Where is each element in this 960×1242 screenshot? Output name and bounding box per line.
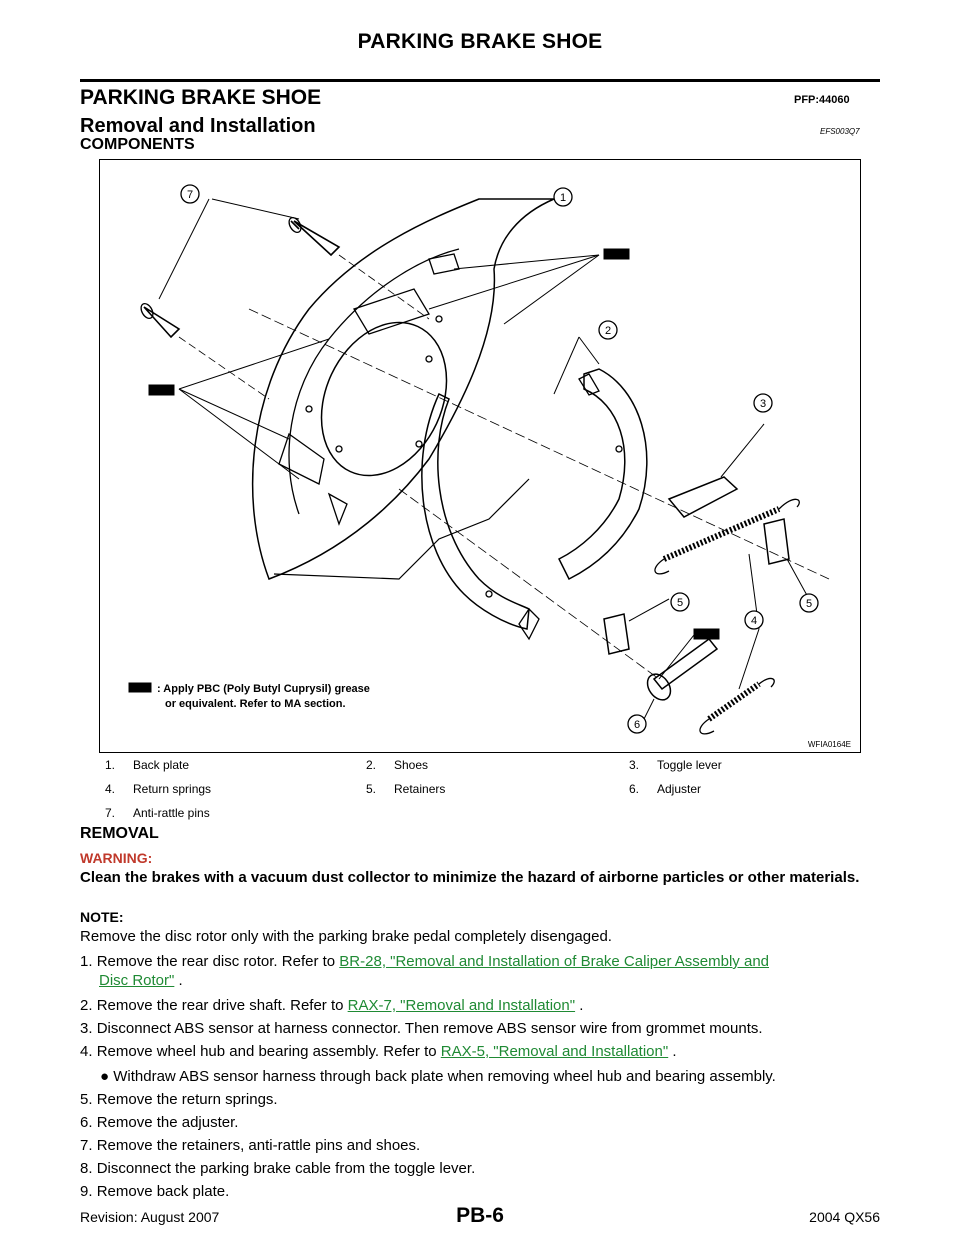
legend-label: Toggle lever	[657, 758, 722, 772]
legend-num: 3.	[629, 758, 640, 772]
legend-label: Back plate	[133, 758, 190, 772]
step-text: Remove the rear drive shaft. Refer to	[96, 997, 348, 1014]
legend-row	[100, 777, 860, 801]
footer-page-number: PB-6	[456, 1204, 504, 1227]
legend-num: 2.	[366, 758, 377, 772]
removal-title: REMOVAL	[80, 825, 159, 842]
step-text: Disconnect the parking brake cable from the toggle lever.	[96, 1160, 476, 1177]
callout-6	[628, 715, 646, 733]
callout-label-4: 4	[750, 615, 758, 627]
toggle-lever-drawing	[669, 424, 764, 517]
warning-text: Clean the brakes with a vacuum dust collector to minimize the hazard of airborne particles or other materials.	[80, 869, 860, 886]
step-number: 4.	[80, 1043, 93, 1060]
step-text: Remove the rear disc rotor. Refer to	[96, 953, 340, 970]
legend-label: Retainers	[394, 782, 446, 796]
legend-label: Anti-rattle pins	[133, 806, 210, 820]
components-title: COMPONENTS	[80, 136, 195, 153]
step-8	[80, 1159, 475, 1178]
step-4-bullet	[100, 1067, 776, 1086]
step-text-post: .	[575, 997, 584, 1014]
step-text-post: .	[668, 1043, 677, 1060]
step-number: 7.	[80, 1137, 93, 1154]
section-code: PFP:44060	[794, 94, 850, 106]
step-3	[80, 1019, 763, 1038]
header-rule	[80, 79, 880, 82]
link-br-28-cont[interactable]: Disc Rotor"	[99, 972, 175, 989]
legend-row	[100, 753, 860, 777]
callout-label-1: 1	[559, 192, 567, 204]
center-line-lower	[399, 489, 659, 679]
figure-id: WFIA0164E	[807, 740, 851, 749]
step-text: Remove the retainers, anti-rattle pins and shoes.	[96, 1137, 421, 1154]
components-diagram	[99, 159, 861, 753]
callout-5a	[671, 593, 689, 611]
callout-label-5a: 5	[676, 597, 684, 609]
return-springs-drawing	[655, 499, 799, 734]
callout-label-3: 3	[759, 398, 767, 410]
legend-num: 1.	[105, 758, 116, 772]
legend-label	[652, 801, 860, 825]
footer-model: 2004 QX56	[809, 1209, 880, 1225]
step-text-post: .	[174, 972, 183, 989]
step-number: 9.	[80, 1183, 93, 1200]
callout-2	[599, 321, 617, 339]
note-label: NOTE:	[80, 909, 124, 925]
legend-label: Shoes	[394, 758, 429, 772]
step-5	[80, 1090, 278, 1109]
step-number: 2.	[80, 997, 93, 1014]
legend-num	[361, 801, 389, 825]
step-text: Remove the return springs.	[96, 1091, 278, 1108]
components-legend	[100, 753, 860, 825]
legend-num	[624, 801, 652, 825]
callout-label-2: 2	[604, 325, 612, 337]
footer-revision: Revision: August 2007	[80, 1209, 220, 1225]
warning-label: WARNING:	[80, 850, 153, 866]
callout-label-5b: 5	[805, 598, 813, 610]
adjuster-drawing	[643, 639, 717, 719]
step-text: Remove back plate.	[96, 1183, 230, 1200]
grease-note-line2: or equivalent. Refer to MA section.	[165, 698, 346, 710]
legend-num: 5.	[366, 782, 377, 796]
step-text: Remove the adjuster.	[96, 1114, 239, 1131]
center-line	[249, 309, 829, 579]
step-text: Disconnect ABS sensor at harness connector. Then remove ABS sensor wire from grommet mounts.	[96, 1020, 763, 1037]
legend-label: Return springs	[133, 782, 212, 796]
step-1	[80, 952, 880, 990]
legend-num: 4.	[105, 782, 116, 796]
bullet-icon: ●	[100, 1068, 110, 1085]
subsection-code: EFS003Q7	[820, 127, 860, 136]
callout-4	[745, 611, 763, 629]
step-number: 8.	[80, 1160, 93, 1177]
callout-3	[754, 394, 772, 412]
link-br-28[interactable]: BR-28, "Removal and Installation of Brake Caliper Assembly and	[339, 953, 770, 970]
step-2	[80, 996, 583, 1015]
step-number: 5.	[80, 1091, 93, 1108]
page-header-title: PARKING BRAKE SHOE	[357, 30, 603, 53]
step-4	[80, 1042, 677, 1061]
step-number: 3.	[80, 1020, 93, 1037]
subsection-title: Removal and Installation	[80, 115, 316, 137]
step-number: 1.	[80, 953, 93, 970]
note-text: Remove the disc rotor only with the parking brake pedal completely disengaged.	[80, 928, 612, 945]
legend-row	[100, 801, 860, 825]
callout-1	[554, 188, 572, 206]
legend-num: 6.	[629, 782, 640, 796]
legend-label	[389, 801, 624, 825]
back-plate-drawing	[253, 199, 554, 579]
link-rax-7[interactable]: RAX-7, "Removal and Installation"	[347, 997, 576, 1014]
shoes-drawing	[422, 337, 647, 639]
callout-label-7: 7	[186, 189, 194, 201]
legend-num: 7.	[105, 806, 116, 820]
link-rax-5[interactable]: RAX-5, "Removal and Installation"	[440, 1043, 669, 1060]
callout-label-6: 6	[633, 719, 641, 731]
step-7	[80, 1136, 420, 1155]
legend-label: Adjuster	[657, 782, 702, 796]
callout-5b	[800, 594, 818, 612]
step-9	[80, 1182, 229, 1201]
step-text: Remove wheel hub and bearing assembly. Refer to	[96, 1043, 441, 1060]
callout-7	[181, 185, 199, 203]
step-number: 6.	[80, 1114, 93, 1131]
bullet-text: Withdraw ABS sensor harness through back plate when removing wheel hub and bearing assembly.	[113, 1068, 776, 1085]
section-title: PARKING BRAKE SHOE	[80, 86, 322, 109]
step-6	[80, 1113, 238, 1132]
grease-note-line1: : Apply PBC (Poly Butyl Cuprysil) grease	[157, 683, 370, 695]
